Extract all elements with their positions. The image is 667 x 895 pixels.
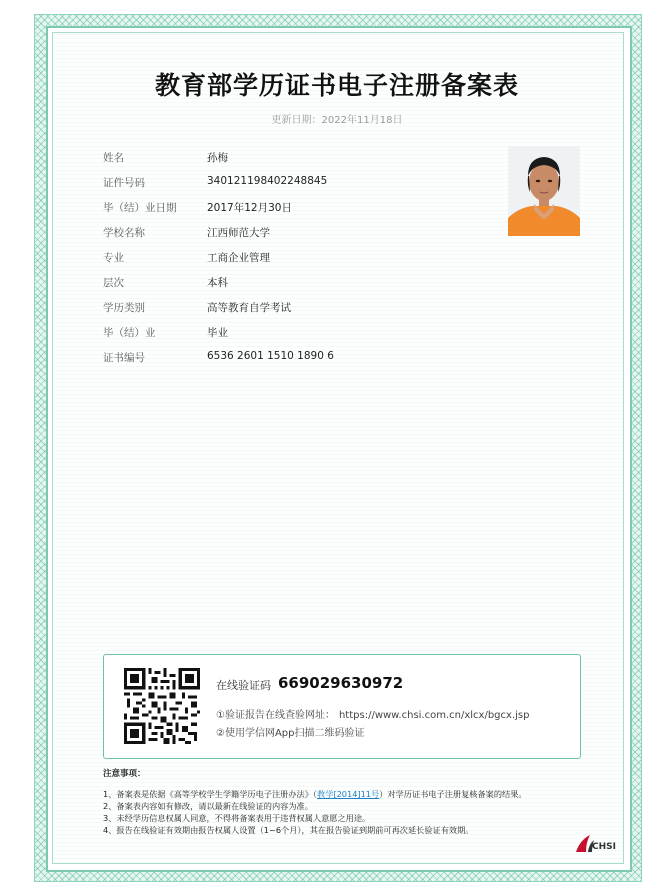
updated-value: 2022年11月18日 [321, 115, 403, 126]
field-row-education-type [103, 300, 503, 325]
field-row-major [103, 250, 503, 275]
field-label: 毕（结）业日期 [103, 202, 177, 214]
verification-code: 669029630972 [278, 674, 404, 692]
note-item-4: 4、报告在线验证有效期由报告权属人设置（1~6个月），其在报告验证到期前可再次延长验证有效期。 [103, 825, 474, 835]
notes-section [103, 768, 583, 836]
verification-url[interactable]: https://www.chsi.com.cn/xlcx/bgcx.jsp [338, 710, 530, 721]
verification-code-label: 在线验证码 [216, 679, 271, 692]
verification-url-line [216, 706, 529, 721]
field-value: 高等教育自学考试 [207, 302, 291, 314]
field-label: 证书编号 [103, 352, 145, 364]
field-row-id-number [103, 175, 503, 200]
field-value: 6536 2601 1510 1890 6 [207, 350, 334, 362]
verification-box [103, 654, 581, 759]
regulation-link[interactable]: 教学[2014]11号 [317, 789, 380, 799]
field-label: 学历类别 [103, 302, 145, 314]
portrait-illustration [508, 146, 580, 236]
field-row-certificate-number [103, 350, 503, 375]
verification-app-line: ②使用学信网App扫描二维码验证 [216, 728, 365, 739]
field-value: 毕业 [207, 327, 228, 339]
field-value: 本科 [207, 277, 228, 289]
chsi-logo-text: CHSI [592, 842, 616, 852]
note-1-pre: 1、备案表是依据《高等学校学生学籍学历电子注册办法》（ [103, 789, 317, 799]
field-label: 证件号码 [103, 177, 145, 189]
field-row-level [103, 275, 503, 300]
notes-title: 注意事项： [103, 769, 146, 779]
updated-label: 更新日期： [271, 115, 322, 126]
field-label: 毕（结）业 [103, 327, 156, 339]
qr-code-icon [124, 668, 200, 744]
document-title: 教育部学历证书电子注册备案表 [154, 71, 519, 100]
updated-date [60, 111, 614, 126]
info-fields [103, 150, 503, 375]
field-value: 江西师范大学 [207, 227, 270, 239]
field-value: 2017年12月30日 [207, 202, 292, 214]
verification-url-text: ①验证报告在线查验网址： [216, 710, 335, 721]
field-value: 工商企业管理 [207, 252, 270, 264]
field-value: 孙梅 [207, 152, 228, 164]
field-row-graduation-status [103, 325, 503, 350]
note-item-1 [103, 788, 583, 800]
field-row-graduation-date [103, 200, 503, 225]
field-row-name [103, 150, 503, 175]
field-label: 姓名 [103, 152, 124, 164]
note-1-post: ）对学历证书电子注册复核备案的结果。 [379, 789, 527, 799]
field-row-school [103, 225, 503, 250]
note-item-3: 3、未经学历信息权属人同意，不得将备案表用于违背权属人意愿之用途。 [103, 813, 371, 823]
note-item-2: 2、备案表内容如有修改，请以最新在线验证的内容为准。 [103, 801, 313, 811]
field-label: 学校名称 [103, 227, 145, 239]
field-label: 层次 [103, 277, 124, 289]
field-value: 340121198402248845 [207, 175, 328, 187]
field-label: 专业 [103, 252, 124, 264]
portrait-photo [508, 146, 580, 236]
